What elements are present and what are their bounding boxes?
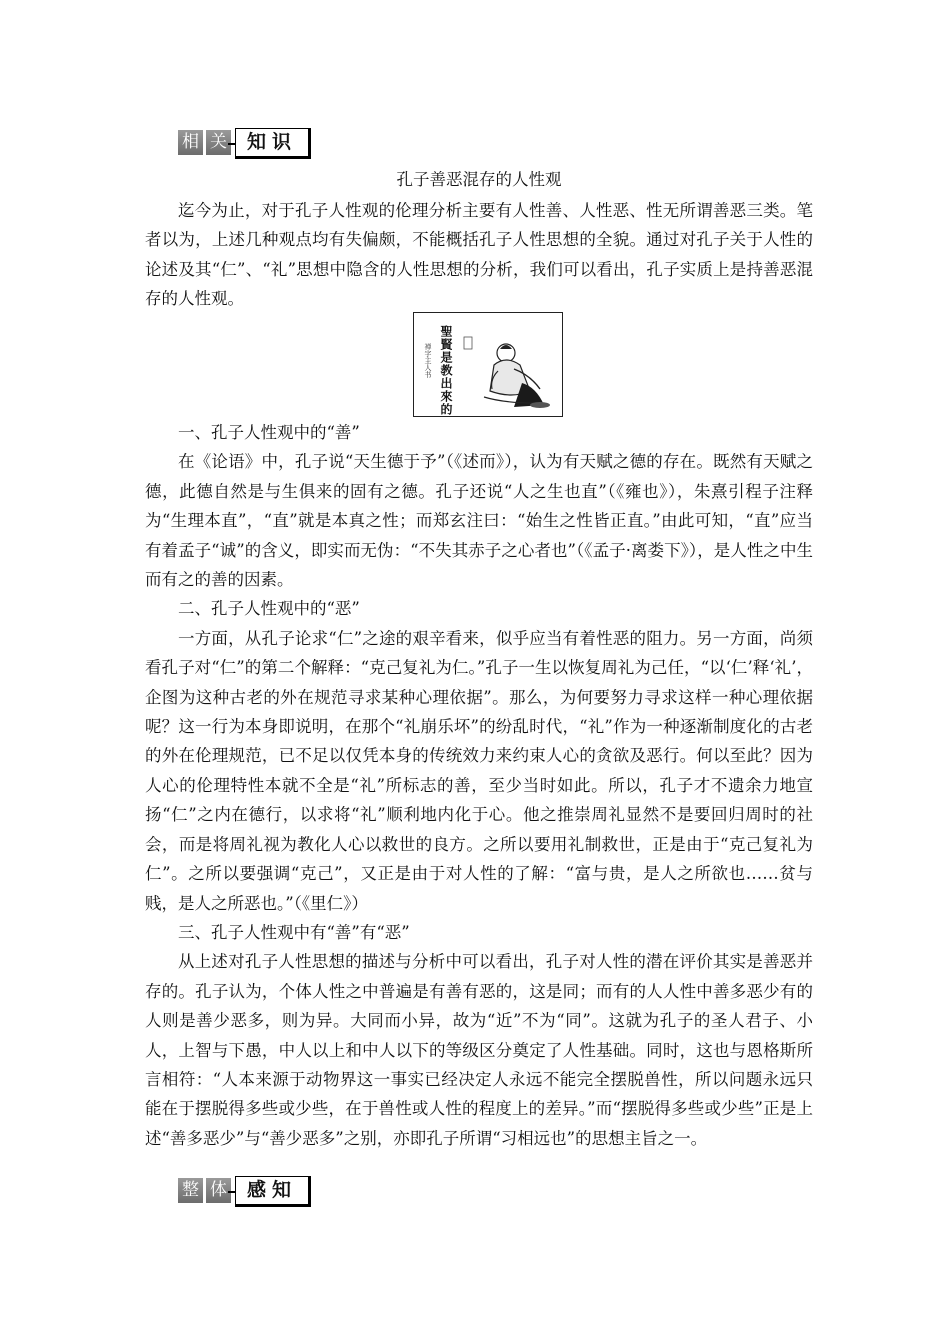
section-body-3: 从上述对孔子人性思想的描述与分析中可以看出，孔子对人性的潜在评价其实是善恶并存的。孔子认为，个体人性之中普遍是有善有恶的，这是同；而有的人人性中善多恶少有的人则是善少恶多，则为异。大同而小异，故为“近”不为“同”。这就为孔子的圣人君子、小人，上智与下愚，中人以上和中人以下的等级区分奠定了人性基础。同时，这也与恩格斯所言相符：“人本来源于动物界这一事实已经决定人永远不能完全摆脱兽性，所以问题永远只能在于摆脱得多些或少些，在于兽性或人性的程度上的差异。”而“摆脱得多些或少些”正是上述“善多恶少”与“善少恶多”之别，亦即孔子所谓“习相远也”的思想主旨之一。 <box>145 952 813 1148</box>
banner-boxed-text: 感知 <box>235 1176 311 1207</box>
section-heading-1: 一、孔子人性观中的“善” <box>178 423 360 442</box>
article-title: 孔子善恶混存的人性观 <box>396 170 562 189</box>
banner-grey-char-2: 关 <box>206 130 231 155</box>
figure-inscription: 禅字主人书 <box>424 343 432 378</box>
section-body-2: 一方面，从孔子论求“仁”之途的艰辛看来，似乎应当有着性恶的阻力。另一方面，尚须看孔子对“仁”的第二个解释：“克己复礼为仁。”孔子一生以恢复周礼为己任，“以‘仁’释‘礼’，企图为这种古老的外在规范寻求某种心理依据”。那么，为何要努力寻求这样一种心理依据呢？这一行为本身即说明，在那个“礼崩乐坏”的纷乱时代，“礼”作为一种逐渐制度化的古老的外在伦理规范，已不足以仅凭本身的传统效力来约束人心的贪欲及恶行。何以至此？因为人心的伦理特性本就不全是“礼”所标志的善，至少当时如此。所以，孔子才不遗余力地宣扬“仁”之内在德行，以求将“礼”顺利地内化于心。他之推崇周礼显然不是要回归周时的社会，而是将周礼视为教化人心以救世的良方。之所以要用礼制救世，正是由于“克己复礼为仁”。之所以要强调“克己”，又正是由于对人性的了解：“富与贵，是人之所欲也……贫与贱，是人之所恶也。”（《里仁》） <box>145 628 813 913</box>
section-heading-2: 二、孔子人性观中的“恶” <box>178 599 360 619</box>
banner-grey-char-1: 相 <box>178 130 203 155</box>
figure-scholar-drawing <box>414 313 562 416</box>
intro-block <box>145 196 813 314</box>
banner-boxed-text: 知识 <box>235 128 311 159</box>
illustration-figure <box>413 312 563 417</box>
banner-grey-char-1: 整 <box>178 1178 203 1203</box>
figure-calligraphy: 聖賢是教出來的 <box>439 325 453 416</box>
banner-grey-char-2: 体 <box>206 1178 231 1203</box>
section-heading-3: 三、孔子人性观中有“善”有“恶” <box>178 922 410 942</box>
section-body-1: 在《论语》中，孔子说“天生德于予”（《述而》），认为有天赋之德的存在。既然有天赋之德，此德自然是与生俱来的固有之德。孔子还说“人之生也直”（《雍也》），朱熹引程子注释为“生理本直”，“直”就是本真之性；而郑玄注曰：“始生之性皆正直。”由此可知，“直”应当有着孟子“诚”的含义，即实而无伪：“不失其赤子之心者也”（《孟子·离娄下》），是人性之中生而有之的善的因素。 <box>145 452 813 590</box>
body-sections <box>145 418 813 1153</box>
intro-paragraph: 迄今为止，对于孔子人性观的伦理分析主要有人性善、人性恶、性无所谓善恶三类。笔者以为，上述几种观点均有失偏颇，不能概括孔子人性思想的全貌。通过对孔子关于人性的论述及其“仁”、“礼”思想中隐含的人性思想的分析，我们可以看出，孔子实质上是持善恶混存的人性观。 <box>145 201 813 309</box>
section-banner-overall-perception <box>178 1176 312 1206</box>
section-banner-related-knowledge <box>178 128 312 158</box>
